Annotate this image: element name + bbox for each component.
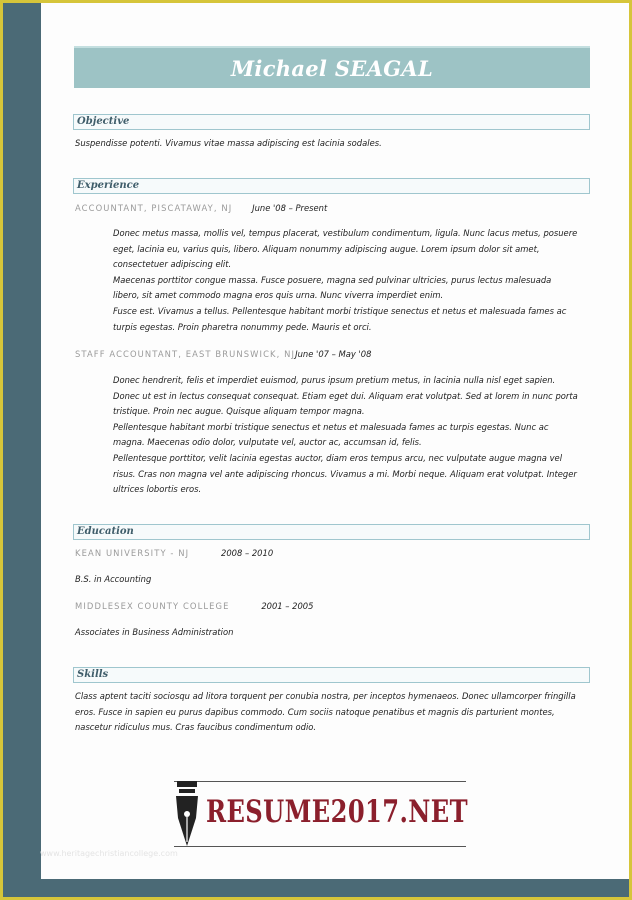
description-line: risus. Cras non magna vel ante adipiscing rhoncus. Vivamus a mi. Morbi neque. Aliquam erat volutpat. Integer	[113, 468, 577, 479]
candidate-name: Michael SEAGAL	[230, 55, 434, 81]
education-school-2	[75, 601, 313, 611]
job-title-1	[75, 203, 327, 213]
objective-heading: Objective	[73, 114, 590, 130]
education-dates-2: 2001 – 2005	[261, 601, 314, 611]
bottom-bar	[41, 879, 629, 897]
experience-heading: Experience	[73, 178, 590, 194]
education-school-2-text: MIDDLESEX COUNTY COLLEGE	[75, 601, 230, 611]
job-title-1-text: ACCOUNTANT, PISCATAWAY, NJ	[75, 203, 233, 213]
job-description-1	[113, 226, 590, 335]
description-line: Donec ut est in lectus consequat consequat. Etiam eget dui. Aliquam erat volutpat. Sed at lorem in nunc porta	[113, 390, 578, 401]
description-line: Donec hendrerit, felis et imperdiet euismod, purus ipsum pretium metus, in lacinia nulla nisl eget sapien.	[113, 375, 556, 385]
description-line: Fusce est. Vivamus a tellus. Pellentesque habitant morbi tristique senectus et netus et malesuada fames ac	[113, 305, 567, 316]
logo-rule-bottom	[174, 846, 466, 847]
education-school-1	[75, 548, 273, 558]
job-title-2-text: STAFF ACCOUNTANT, EAST BRUNSWICK, NJ	[75, 349, 296, 359]
description-line: Pellentesque habitant morbi tristique senectus et netus et malesuada fames ac turpis egestas. Nunc ac	[113, 421, 549, 432]
education-degree-1: B.S. in Accounting	[75, 574, 152, 584]
skills-text	[75, 689, 590, 736]
logo-text: RESUME2017.NET	[206, 794, 468, 830]
skills-line: Class aptent taciti sociosqu ad litora torquent per conubia nostra, per inceptos hymenaeos. Donec ullamcorper fringilla	[75, 691, 576, 701]
skills-line: nascetur ridiculus mus. Cras faucibus condimentum odio.	[75, 722, 317, 733]
education-degree-2: Associates in Business Administration	[75, 627, 234, 637]
job-description-2	[113, 373, 590, 498]
skills-line: eros. Fusce in sapien eu purus dapibus commodo. Cum sociis natoque penatibus et magnis dis parturient montes,	[75, 706, 555, 717]
description-line: turpis egestas. Proin pharetra nonummy pede. Mauris et orci.	[113, 321, 372, 332]
job-dates-1: June '08 – Present	[252, 203, 328, 213]
description-line: libero, sit amet commodo magna eros quis urna. Nunc viverra imperdiet enim.	[113, 290, 444, 301]
job-dates-2: June '07 – May '08	[295, 349, 372, 359]
logo-rule-top	[174, 781, 466, 782]
job-title-2	[75, 349, 371, 359]
fountain-pen-nib-icon	[172, 780, 202, 848]
description-line: ultrices lobortis eros.	[113, 484, 202, 495]
education-school-1-text: KEAN UNIVERSITY - NJ	[75, 548, 190, 558]
description-line: eget, lacinia eu, varius quis, libero. Aliquam nonummy adipiscing augue. Lorem ipsum dolor sit amet,	[113, 243, 540, 254]
description-line: Pellentesque porttitor, velit lacinia egestas auctor, diam eros tempus arcu, nec vulputate augue magna vel	[113, 452, 563, 463]
side-bar	[3, 3, 41, 897]
description-line: magna. Maecenas odio dolor, vulputate vel, auctor ac, accumsan id, felis.	[113, 437, 422, 448]
description-line: Maecenas porttitor congue massa. Fusce posuere, magna sed pulvinar ultricies, purus lectus malesuada	[113, 274, 552, 285]
skills-heading: Skills	[73, 667, 590, 683]
description-line: consectetuer adipiscing elit.	[113, 259, 232, 270]
description-line: Donec metus massa, mollis vel, tempus placerat, vestibulum condimentum, ligula. Nunc lacus metus, posuere	[113, 228, 578, 238]
education-dates-1: 2008 – 2010	[221, 548, 274, 558]
objective-text: Suspendisse potenti. Vivamus vitae massa adipiscing est lacinia sodales.	[75, 138, 382, 148]
description-line: tristique. Proin nec augue. Quisque aliquam tempor magna.	[113, 406, 365, 417]
watermark: www.heritagechristiancollege.com	[40, 849, 178, 858]
education-heading: Education	[73, 524, 590, 540]
name-banner	[74, 46, 590, 88]
